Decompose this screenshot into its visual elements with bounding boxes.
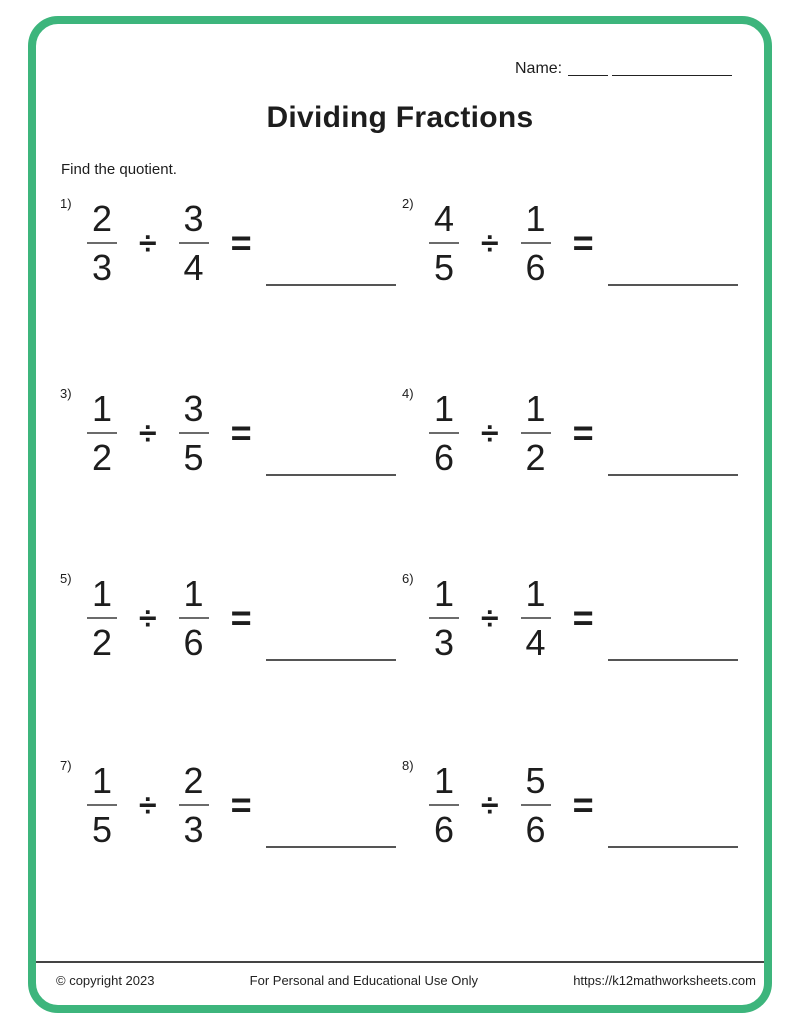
divisor-fraction: [174, 390, 214, 476]
dividend-fraction: [424, 762, 464, 848]
divisor-fraction: [516, 200, 556, 286]
denominator: 3: [433, 622, 455, 663]
equals-sign: =: [572, 597, 594, 638]
footer: [36, 973, 764, 988]
denominator: 2: [91, 622, 113, 663]
denominator: 4: [525, 622, 546, 663]
divide-sign: ÷: [139, 224, 157, 261]
numerator: 1: [91, 388, 113, 429]
fraction-bar: [179, 804, 209, 806]
equals-sign: =: [230, 784, 252, 825]
divide-sign: ÷: [139, 414, 157, 451]
page-title: Dividing Fractions: [266, 101, 534, 134]
answer-blank[interactable]: [266, 846, 396, 848]
expression: [82, 200, 396, 286]
denominator: 6: [433, 809, 455, 850]
divide-sign: ÷: [139, 599, 157, 636]
dividend-fraction: [82, 200, 122, 286]
name-blank-line[interactable]: [568, 72, 608, 76]
dividend-fraction: [424, 200, 464, 286]
expression: [82, 390, 396, 476]
footer-divider: [36, 961, 764, 963]
answer-blank[interactable]: [608, 284, 738, 286]
problem-8: [402, 758, 738, 862]
divide-sign: ÷: [481, 224, 499, 261]
numerator: 1: [433, 573, 455, 614]
expression: [424, 200, 738, 286]
numerator: 1: [91, 573, 113, 614]
problem-number: 4): [402, 386, 414, 401]
equals-sign: =: [572, 784, 594, 825]
divisor-fraction: [174, 762, 214, 848]
problem-number: 1): [60, 196, 72, 211]
answer-blank[interactable]: [608, 659, 738, 661]
expression: [82, 762, 396, 848]
numerator: 1: [183, 573, 204, 614]
fraction-bar: [429, 432, 459, 434]
denominator: 6: [525, 809, 546, 850]
denominator: 2: [91, 437, 113, 478]
denominator: 5: [91, 809, 113, 850]
problem-4: [402, 386, 738, 490]
equals-sign: =: [230, 412, 252, 453]
fraction-bar: [179, 617, 209, 619]
equals-sign: =: [230, 597, 252, 638]
problem-number: 8): [402, 758, 414, 773]
fraction-bar: [521, 804, 551, 806]
divide-sign: ÷: [481, 599, 499, 636]
dividend-fraction: [424, 390, 464, 476]
numerator: 1: [91, 760, 113, 801]
problem-number: 2): [402, 196, 414, 211]
problem-1: [60, 196, 396, 300]
name-label: Name:: [515, 60, 563, 77]
equals-sign: =: [572, 222, 594, 263]
denominator: 2: [525, 437, 546, 478]
divisor-fraction: [516, 762, 556, 848]
divisor-fraction: [516, 575, 556, 661]
answer-blank[interactable]: [266, 474, 396, 476]
problem-number: 7): [60, 758, 72, 773]
fraction-bar: [521, 617, 551, 619]
answer-blank[interactable]: [266, 659, 396, 661]
expression: [424, 575, 738, 661]
denominator: 5: [433, 247, 455, 288]
fraction-bar: [521, 432, 551, 434]
fraction-bar: [521, 242, 551, 244]
numerator: 2: [183, 760, 204, 801]
answer-blank[interactable]: [608, 474, 738, 476]
fraction-bar: [87, 804, 117, 806]
dividend-fraction: [82, 390, 122, 476]
problem-3: [60, 386, 396, 490]
denominator: 6: [525, 247, 546, 288]
dividend-fraction: [424, 575, 464, 661]
footer-copyright: © copyright 2023: [56, 973, 155, 988]
divisor-fraction: [174, 575, 214, 661]
numerator: 3: [183, 388, 204, 429]
name-blank-line[interactable]: [612, 72, 732, 76]
problem-2: [402, 196, 738, 300]
numerator: 3: [183, 198, 204, 239]
divide-sign: ÷: [481, 786, 499, 823]
problem-number: 6): [402, 571, 414, 586]
answer-blank[interactable]: [266, 284, 396, 286]
expression: [82, 575, 396, 661]
numerator: 1: [525, 198, 546, 239]
numerator: 1: [433, 388, 455, 429]
dividend-fraction: [82, 762, 122, 848]
denominator: 4: [183, 247, 204, 288]
denominator: 3: [91, 247, 113, 288]
denominator: 6: [183, 622, 204, 663]
divide-sign: ÷: [481, 414, 499, 451]
expression: [424, 390, 738, 476]
footer-url: https://k12mathworksheets.com: [573, 973, 756, 988]
fraction-bar: [87, 242, 117, 244]
fraction-bar: [429, 804, 459, 806]
fraction-bar: [179, 242, 209, 244]
fraction-bar: [429, 242, 459, 244]
problem-7: [60, 758, 396, 862]
fraction-bar: [87, 617, 117, 619]
dividend-fraction: [82, 575, 122, 661]
divisor-fraction: [516, 390, 556, 476]
problem-number: 5): [60, 571, 72, 586]
fraction-bar: [429, 617, 459, 619]
equals-sign: =: [572, 412, 594, 453]
answer-blank[interactable]: [608, 846, 738, 848]
numerator: 1: [525, 573, 546, 614]
problem-6: [402, 571, 738, 675]
equals-sign: =: [230, 222, 252, 263]
instruction-text: Find the quotient.: [61, 161, 177, 178]
expression: [424, 762, 738, 848]
footer-usage-note: For Personal and Educational Use Only: [249, 973, 479, 988]
numerator: 2: [91, 198, 113, 239]
problem-5: [60, 571, 396, 675]
denominator: 3: [183, 809, 204, 850]
problem-number: 3): [60, 386, 72, 401]
divisor-fraction: [174, 200, 214, 286]
name-row: [515, 60, 732, 78]
numerator: 1: [433, 760, 455, 801]
numerator: 5: [525, 760, 546, 801]
numerator: 4: [433, 198, 455, 239]
divide-sign: ÷: [139, 786, 157, 823]
fraction-bar: [87, 432, 117, 434]
numerator: 1: [525, 388, 546, 429]
fraction-bar: [179, 432, 209, 434]
denominator: 5: [183, 437, 204, 478]
denominator: 6: [433, 437, 455, 478]
